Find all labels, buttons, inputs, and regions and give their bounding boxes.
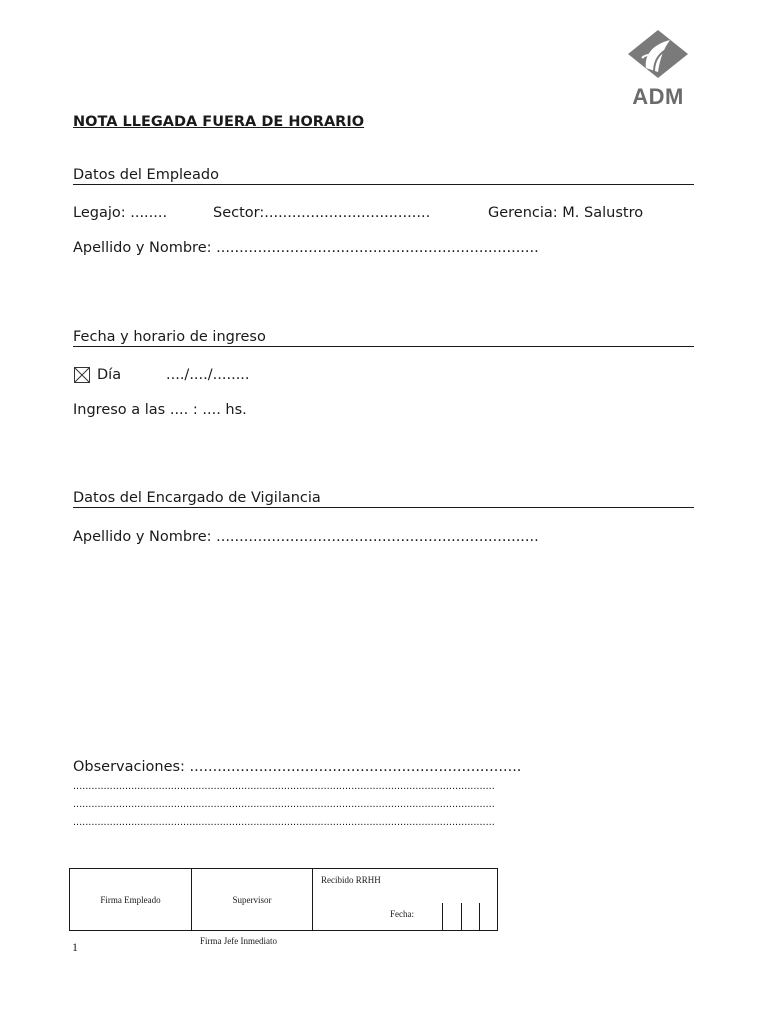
employee-signature-cell: [70, 869, 192, 931]
employee-name-field: Apellido y Nombre: ......................................................................: [73, 240, 539, 256]
signature-table: [69, 868, 498, 931]
adm-leaf-diamond-icon: [624, 28, 692, 86]
observations-line: ..........................................................................................................................................: [73, 780, 495, 792]
employee-signature-label: Firma Empleado: [100, 894, 161, 905]
sector-field: Sector:....................................: [213, 205, 431, 221]
date-box: [479, 903, 498, 931]
day-value: ..../..../........: [166, 367, 250, 383]
supervisor-label: Supervisor: [232, 894, 272, 905]
legajo-field: Legajo: ........: [73, 205, 168, 221]
guard-section-heading: Datos del Encargado de Vigilancia: [73, 490, 694, 508]
page-number: 1: [72, 940, 78, 954]
rrhh-received-cell: [313, 869, 498, 931]
page-title: NOTA LLEGADA FUERA DE HORARIO: [73, 114, 365, 130]
entry-time-field: Ingreso a las .... : .... hs.: [73, 402, 247, 418]
checkbox-cross-icon: [75, 368, 89, 382]
rrhh-received-label: Recibido RRHH: [321, 875, 381, 885]
date-boxes: [442, 903, 498, 931]
entry-section-heading: Fecha y horario de ingreso: [73, 329, 694, 347]
logo-text: ADM: [632, 84, 684, 109]
date-box: [442, 903, 461, 931]
employee-section-heading: Datos del Empleado: [73, 167, 694, 185]
adm-logo: [624, 28, 692, 108]
observations-line: ..........................................................................................................................................: [73, 798, 495, 810]
guard-name-field: Apellido y Nombre: ......................................................................: [73, 529, 539, 545]
day-label: Día: [97, 367, 122, 383]
rrhh-date-label: Fecha:: [390, 909, 414, 919]
supervisor-signature-cell: [192, 869, 313, 931]
boss-signature-label: Firma Jefe Inmediato: [200, 936, 277, 946]
observations-line: ..........................................................................................................................................: [73, 816, 495, 828]
observations-label: Observaciones: ........................................................................: [73, 759, 522, 775]
gerencia-field: Gerencia: M. Salustro: [488, 205, 644, 221]
day-checkbox: [74, 367, 90, 383]
date-box: [461, 903, 480, 931]
